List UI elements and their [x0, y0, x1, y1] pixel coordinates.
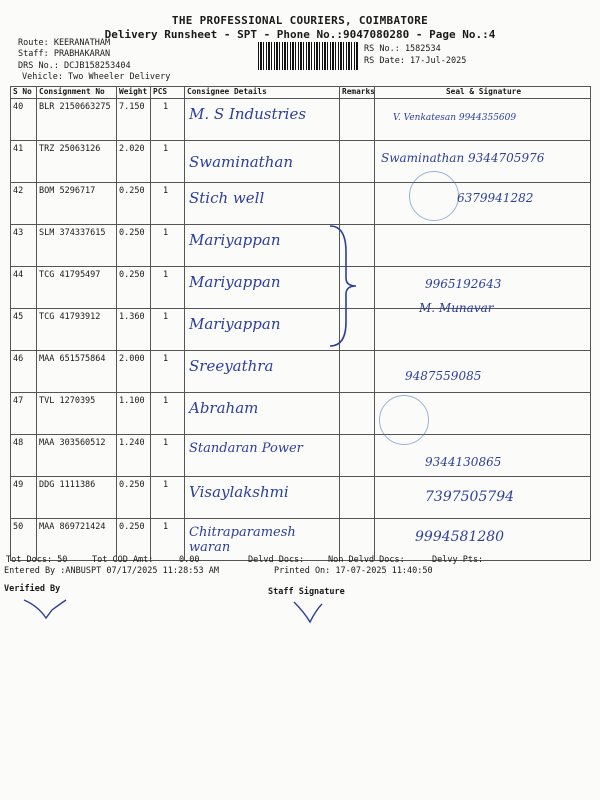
total-docs: Tot Docs: 50 — [6, 555, 68, 565]
pcs: 1 — [163, 522, 169, 532]
courier-stamp — [409, 171, 459, 221]
table-row — [11, 267, 591, 309]
entered-by: Entered By :ANBUSPT 07/17/2025 11:28:53 AM — [4, 566, 219, 576]
column-header: Remarks — [340, 87, 375, 99]
weight: 2.020 — [119, 144, 145, 154]
pcs: 1 — [163, 186, 169, 196]
receiver-signature: V. Venkatesan 9944355609 — [393, 113, 517, 123]
rs-number: RS No.: 1582534 — [364, 44, 441, 54]
serial-no: 47 — [13, 396, 24, 406]
consignee-name: Standaran Power — [189, 441, 303, 456]
consignment-no: MAA 303560512 — [39, 438, 106, 448]
weight: 0.250 — [119, 270, 145, 280]
column-header: Consignee Details — [185, 87, 340, 99]
pcs: 1 — [163, 396, 169, 406]
consignee-name: M. S Industries — [189, 105, 307, 123]
column-header: Weight — [117, 87, 151, 99]
remarks-cell — [340, 183, 375, 225]
weight: 0.250 — [119, 186, 145, 196]
company-name: THE PROFESSIONAL COURIERS, COIMBATORE — [171, 14, 429, 27]
consignee-name: Abraham — [189, 399, 259, 417]
serial-no: 48 — [13, 438, 24, 448]
pcs: 1 — [163, 438, 169, 448]
serial-no: 40 — [13, 102, 24, 112]
serial-no: 45 — [13, 312, 24, 322]
pcs: 1 — [163, 480, 169, 490]
serial-no: 42 — [13, 186, 24, 196]
consignee-name: Mariyappan — [189, 315, 281, 333]
table-row — [11, 141, 591, 183]
remarks-cell — [340, 435, 375, 477]
runsheet-title: Delivery Runsheet - SPT - Phone No.:9047080280 - Page No.:4 — [104, 28, 496, 41]
weight: 7.150 — [119, 102, 145, 112]
consignee-name: Mariyappan — [189, 231, 281, 249]
serial-no: 49 — [13, 480, 24, 490]
weight: 1.360 — [119, 312, 145, 322]
staff-signature-mark — [290, 598, 326, 626]
remarks-cell — [340, 477, 375, 519]
delivery-points: Delvy Pts: — [432, 555, 484, 565]
pcs: 1 — [163, 312, 169, 322]
non-delivered-docs: Non Delvd Docs: — [328, 555, 405, 565]
runsheet-table — [10, 86, 591, 561]
consignment-no: BOM 5296717 — [39, 186, 96, 196]
receiver-signature: 9994581280 — [415, 529, 505, 545]
consignee-name: Stich well — [189, 189, 265, 207]
pcs: 1 — [163, 102, 169, 112]
consignment-no: MAA 651575864 — [39, 354, 106, 364]
pcs: 1 — [163, 354, 169, 364]
receiver-signature: 7397505794 — [425, 489, 515, 505]
receiver-signature: 9344130865 — [425, 455, 502, 469]
serial-no: 46 — [13, 354, 24, 364]
serial-no: 43 — [13, 228, 24, 238]
pcs: 1 — [163, 144, 169, 154]
pcs: 1 — [163, 228, 169, 238]
staff-label: Staff: PRABHAKARAN — [18, 49, 111, 59]
table-row — [11, 477, 591, 519]
verified-by-label: Verified By — [4, 584, 61, 594]
pcs: 1 — [163, 270, 169, 280]
remarks-cell — [340, 99, 375, 141]
consignment-no: BLR 2150663275 — [39, 102, 111, 112]
route-label: Route: KEERANATHAM — [18, 38, 111, 48]
table-header-row — [11, 87, 591, 99]
consignment-no: SLM 374337615 — [39, 228, 106, 238]
delivered-docs: Delvd Docs: — [248, 555, 305, 565]
table-row — [11, 435, 591, 477]
table-row — [11, 225, 591, 267]
remarks-cell — [340, 351, 375, 393]
weight: 0.250 — [119, 522, 145, 532]
rs-date: RS Date: 17-Jul-2025 — [364, 56, 467, 66]
total-cod-amount: Tot COD Amt: 0.00 — [92, 555, 200, 565]
table-row — [11, 183, 591, 225]
verified-signature-mark — [20, 596, 70, 624]
receiver-signature: 9965192643 — [425, 277, 502, 291]
table-row — [11, 393, 591, 435]
weight: 0.250 — [119, 480, 145, 490]
table-row — [11, 309, 591, 351]
consignment-no: DDG 1111386 — [39, 480, 96, 490]
staff-signature-label: Staff Signature — [268, 587, 345, 597]
serial-no: 41 — [13, 144, 24, 154]
consignee-name: Swaminathan — [189, 153, 293, 171]
column-header: PCS — [151, 87, 185, 99]
serial-no: 44 — [13, 270, 24, 280]
weight: 2.000 — [119, 354, 145, 364]
printed-on: Printed On: 17-07-2025 11:40:50 — [274, 566, 433, 576]
barcode — [258, 42, 358, 70]
column-header: Consignment No — [37, 87, 117, 99]
column-header: Seal & Signature — [375, 87, 591, 99]
receiver-signature: M. Munavar — [419, 301, 494, 315]
weight: 0.250 — [119, 228, 145, 238]
grouping-brace — [326, 222, 360, 350]
consignee-name: Chitraparamesh waran — [189, 525, 296, 555]
receiver-signature: 6379941282 — [457, 191, 534, 205]
weight: 1.100 — [119, 396, 145, 406]
consignment-no: TVL 1270395 — [39, 396, 96, 406]
drs-number: DRS No.: DCJB158253404 — [18, 61, 131, 71]
consignee-name: Visaylakshmi — [189, 483, 289, 501]
consignee-name: Mariyappan — [189, 273, 281, 291]
column-header: S No — [11, 87, 37, 99]
remarks-cell — [340, 141, 375, 183]
consignment-no: TCG 41795497 — [39, 270, 101, 280]
consignee-name: Sreeyathra — [189, 357, 274, 375]
consignment-no: TCG 41793912 — [39, 312, 101, 322]
receiver-signature: 9487559085 — [405, 369, 482, 383]
vehicle-label: Vehicle: Two Wheeler Delivery — [22, 72, 171, 82]
table-row — [11, 351, 591, 393]
remarks-cell — [340, 393, 375, 435]
receiver-signature: Swaminathan 9344705976 — [381, 151, 545, 165]
consignment-no: MAA 869721424 — [39, 522, 106, 532]
weight: 1.240 — [119, 438, 145, 448]
table-row — [11, 99, 591, 141]
consignment-no: TRZ 25063126 — [39, 144, 101, 154]
serial-no: 50 — [13, 522, 24, 532]
